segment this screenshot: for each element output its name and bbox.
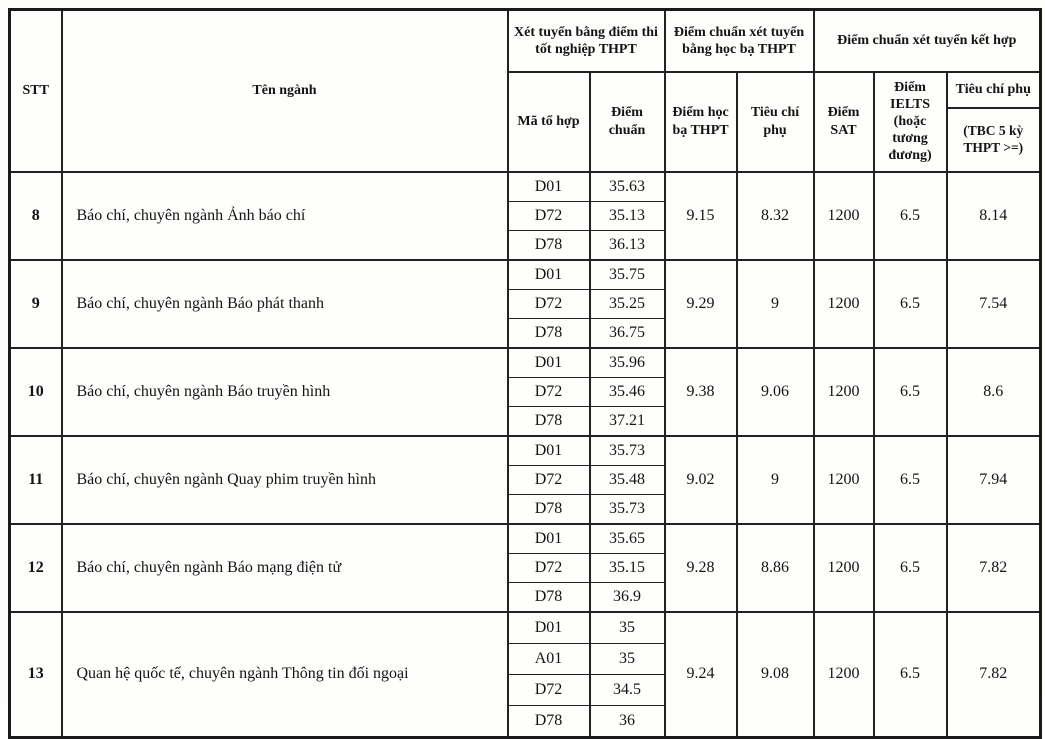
- table-row: [10, 172, 1041, 202]
- table-row: [10, 612, 1041, 644]
- column-header-diem-ielts: Điểm IELTS (hoặc tương đương): [874, 72, 947, 172]
- column-header-ma-to-hop: Mã tổ hợp: [508, 72, 590, 172]
- header-group-row: [10, 10, 1041, 72]
- column-header-ten-nganh: Tên ngành: [62, 10, 508, 172]
- hoc-ba-tieu-chi-phu-cell: 9: [737, 260, 814, 348]
- sat-score-cell: 1200: [814, 348, 874, 436]
- combo-code-cell: D78: [508, 406, 590, 436]
- table-row: [10, 348, 1041, 378]
- column-header-tieu-chi-phu-hoc-ba: Tiêu chí phụ: [737, 72, 814, 172]
- sat-score-cell: 1200: [814, 524, 874, 612]
- combo-score-cell: 35.63: [590, 172, 665, 202]
- hoc-ba-score-cell: 9.15: [665, 172, 737, 260]
- combo-score-cell: 34.5: [590, 674, 665, 705]
- combo-code-cell: D72: [508, 553, 590, 582]
- combo-score-cell: 35.96: [590, 348, 665, 378]
- combo-code-cell: D72: [508, 674, 590, 705]
- ket-hop-tieu-chi-phu-cell: 7.54: [947, 260, 1041, 348]
- hoc-ba-tieu-chi-phu-cell: 9.08: [737, 612, 814, 738]
- combo-code-cell: D78: [508, 230, 590, 260]
- combo-code-cell: D72: [508, 289, 590, 318]
- stt-cell: 9: [10, 260, 62, 348]
- stt-cell: 10: [10, 348, 62, 436]
- sat-score-cell: 1200: [814, 436, 874, 524]
- ielts-score-cell: 6.5: [874, 260, 947, 348]
- sat-score-cell: 1200: [814, 172, 874, 260]
- combo-code-cell: D01: [508, 524, 590, 554]
- group-header-hoc-ba: Điểm chuẩn xét tuyển bằng học bạ THPT: [665, 10, 814, 72]
- ket-hop-tieu-chi-phu-cell: 7.94: [947, 436, 1041, 524]
- combo-code-cell: A01: [508, 643, 590, 674]
- group-header-thpt-exam: Xét tuyển bằng điểm thi tốt nghiệp THPT: [508, 10, 665, 72]
- combo-code-cell: D72: [508, 201, 590, 230]
- major-name-cell: Báo chí, chuyên ngành Ảnh báo chí: [62, 172, 508, 260]
- combo-score-cell: 35.75: [590, 260, 665, 290]
- table-header: [10, 10, 1041, 172]
- combo-code-cell: D01: [508, 348, 590, 378]
- ielts-score-cell: 6.5: [874, 436, 947, 524]
- ket-hop-tieu-chi-phu-cell: 8.6: [947, 348, 1041, 436]
- sat-score-cell: 1200: [814, 612, 874, 738]
- major-name-cell: Quan hệ quốc tế, chuyên ngành Thông tin đối ngoại: [62, 612, 508, 738]
- ket-hop-tieu-chi-phu-cell: 8.14: [947, 172, 1041, 260]
- ielts-score-cell: 6.5: [874, 612, 947, 738]
- column-header-diem-chuan: Điểm chuẩn: [590, 72, 665, 172]
- hoc-ba-score-cell: 9.28: [665, 524, 737, 612]
- combo-code-cell: D01: [508, 260, 590, 290]
- hoc-ba-tieu-chi-phu-cell: 8.86: [737, 524, 814, 612]
- combo-score-cell: 35.46: [590, 377, 665, 406]
- table-row: [10, 436, 1041, 466]
- hoc-ba-score-cell: 9.24: [665, 612, 737, 738]
- major-name-cell: Báo chí, chuyên ngành Báo truyền hình: [62, 348, 508, 436]
- combo-score-cell: 35.73: [590, 494, 665, 524]
- major-name-cell: Báo chí, chuyên ngành Báo mạng điện tử: [62, 524, 508, 612]
- hoc-ba-score-cell: 9.29: [665, 260, 737, 348]
- column-header-tieu-chi-phu-ket-hop: [947, 72, 1041, 172]
- combo-score-cell: 37.21: [590, 406, 665, 436]
- ket-hop-tieu-chi-phu-cell: 7.82: [947, 612, 1041, 738]
- ielts-score-cell: 6.5: [874, 524, 947, 612]
- combo-score-cell: 35.73: [590, 436, 665, 466]
- stt-cell: 12: [10, 524, 62, 612]
- combo-score-cell: 36.9: [590, 582, 665, 612]
- combo-score-cell: 35: [590, 612, 665, 644]
- tbc-5-ky-thpt-label: (TBC 5 kỳ THPT >=): [963, 123, 1024, 155]
- combo-score-cell: 35.48: [590, 465, 665, 494]
- hoc-ba-score-cell: 9.02: [665, 436, 737, 524]
- combo-code-cell: D78: [508, 318, 590, 348]
- stt-cell: 13: [10, 612, 62, 738]
- hoc-ba-score-cell: 9.38: [665, 348, 737, 436]
- combo-code-cell: D01: [508, 612, 590, 644]
- combo-score-cell: 35.65: [590, 524, 665, 554]
- combo-code-cell: D78: [508, 582, 590, 612]
- combo-score-cell: 36.13: [590, 230, 665, 260]
- tieu-chi-phu-label: Tiêu chí phụ: [948, 73, 1040, 109]
- admission-scores-table: [8, 8, 1042, 739]
- combo-code-cell: D78: [508, 494, 590, 524]
- combo-code-cell: D78: [508, 705, 590, 737]
- stt-cell: 11: [10, 436, 62, 524]
- combo-score-cell: 35.13: [590, 201, 665, 230]
- hoc-ba-tieu-chi-phu-cell: 8.32: [737, 172, 814, 260]
- stt-cell: 8: [10, 172, 62, 260]
- group-header-ket-hop: Điểm chuẩn xét tuyển kết hợp: [814, 10, 1041, 72]
- column-header-diem-sat: Điểm SAT: [814, 72, 874, 172]
- combo-score-cell: 35: [590, 643, 665, 674]
- column-header-stt: STT: [10, 10, 62, 172]
- combo-code-cell: D01: [508, 172, 590, 202]
- ket-hop-tieu-chi-phu-cell: 7.82: [947, 524, 1041, 612]
- hoc-ba-tieu-chi-phu-cell: 9.06: [737, 348, 814, 436]
- column-header-diem-hoc-ba-thpt: Điểm học bạ THPT: [665, 72, 737, 172]
- combo-score-cell: 35.15: [590, 553, 665, 582]
- table-row: [10, 524, 1041, 554]
- table-row: [10, 260, 1041, 290]
- combo-score-cell: 36: [590, 705, 665, 737]
- table-body: [10, 172, 1041, 738]
- combo-score-cell: 36.75: [590, 318, 665, 348]
- hoc-ba-tieu-chi-phu-cell: 9: [737, 436, 814, 524]
- combo-code-cell: D72: [508, 377, 590, 406]
- major-name-cell: Báo chí, chuyên ngành Báo phát thanh: [62, 260, 508, 348]
- ielts-score-cell: 6.5: [874, 172, 947, 260]
- sat-score-cell: 1200: [814, 260, 874, 348]
- combo-code-cell: D72: [508, 465, 590, 494]
- ielts-score-cell: 6.5: [874, 348, 947, 436]
- major-name-cell: Báo chí, chuyên ngành Quay phim truyền hình: [62, 436, 508, 524]
- combo-score-cell: 35.25: [590, 289, 665, 318]
- combo-code-cell: D01: [508, 436, 590, 466]
